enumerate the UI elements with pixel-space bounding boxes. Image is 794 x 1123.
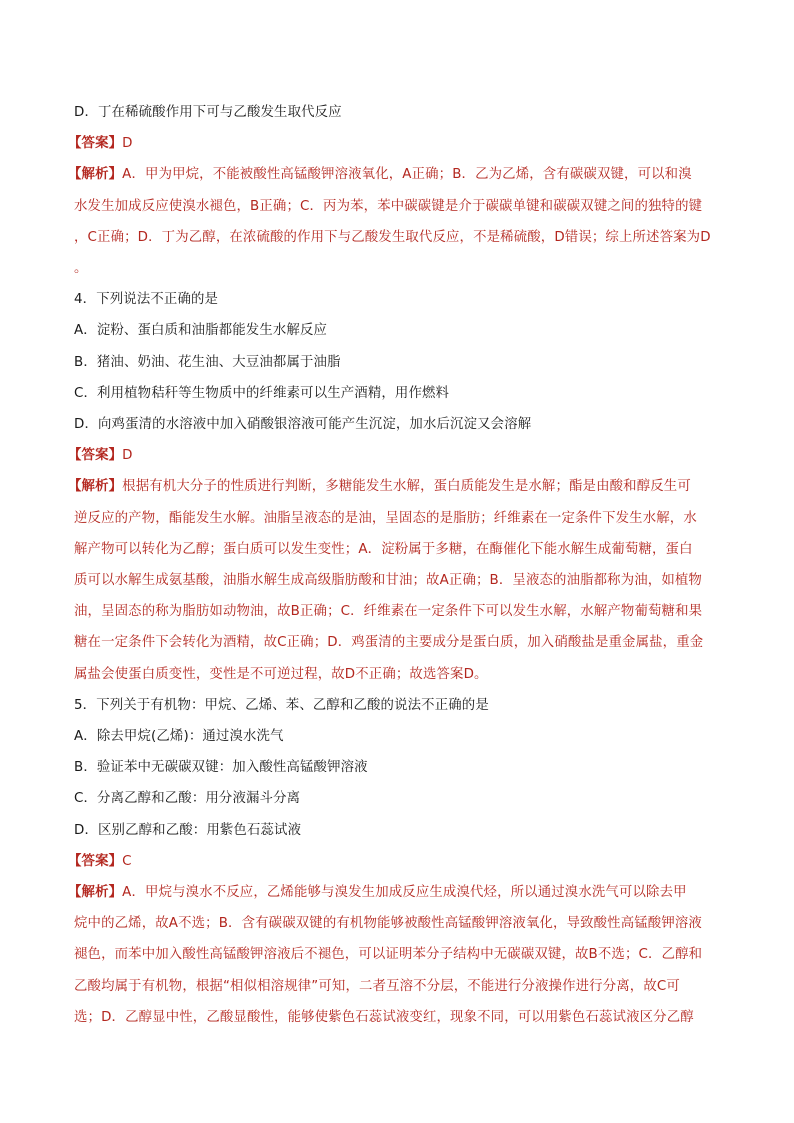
explain-line-25 — [68, 877, 724, 908]
option-d: D．向鸡蛋清的水溶液中加入硝酸银溶液可能产生沉淀，加水后沉淀又会溶解 — [74, 417, 532, 433]
option-a: A．除去甲烷(乙烯)：通过溴水洗气 — [74, 729, 284, 745]
answer-line-11 — [68, 440, 724, 471]
option-b: B．验证苯中无碳碳双键：加入酸性高锰酸钾溶液 — [74, 760, 368, 776]
option-b: B．猪油、奶油、花生油、大豆油都属于油脂 — [74, 354, 341, 370]
option-d: D．区别乙醇和乙酸：用紫色石蕊试液 — [74, 822, 302, 838]
explain-text: A．甲烷与溴水不反应，乙烯能够与溴发生加成反应生成溴代烃，所以通过溴水洗气可以除去甲 — [122, 885, 687, 901]
answer-value: C — [122, 853, 132, 869]
line-3: 水发生加成反应使溴水褪色，B正确；C．丙为苯，苯中碳碳键是介于碳碳单键和碳碳双键之间的独特的键 — [74, 198, 703, 214]
answer-value: D — [122, 136, 133, 152]
line-0: D．丁在稀硫酸作用下可与乙酸发生取代反应 — [74, 105, 342, 120]
line-26: 烷中的乙烯，故A不选；B．含有碳碳双键的有机物能够被酸性高锰酸钾溶液氧化，导致酸性高锰酸钾溶液 — [74, 916, 702, 932]
explain-text: 根据有机大分子的性质进行判断，多糖能发生水解，蛋白质能发生是水解；酯是由酸和醇反生可 — [122, 479, 691, 495]
line-5: 。 — [74, 261, 88, 277]
answer-tag: 【答案】 — [68, 448, 123, 464]
option-c: C．分离乙醇和乙酸：用分液漏斗分离 — [74, 791, 301, 807]
line-14: 解产物可以转化为乙醇；蛋白质可以发生变性；A．淀粉属于多糖，在酶催化下能水解生成葡萄糖，蛋白 — [74, 541, 693, 557]
question-4: 4．下列说法不正确的是 — [74, 292, 219, 308]
explain-line-2 — [68, 159, 724, 190]
line-15: 质可以水解生成氨基酸，油脂水解生成高级脂肪酸和甘油；故A正确；B．呈液态的油脂都称为油，如植物 — [74, 573, 702, 589]
line-29: 选；D．乙醇显中性，乙酸显酸性，能够使紫色石蕊试液变红，现象不同，可以用紫色石蕊试液区分乙醇 — [74, 1009, 694, 1025]
option-c: C．利用植物秸秆等生物质中的纤维素可以生产酒精，用作燃料 — [74, 385, 450, 401]
answer-tag: 【答案】 — [68, 136, 123, 152]
line-16: 油，呈固态的称为脂肪如动物油，故B正确；C．纤维素在一定条件下可以发生水解，水解产物葡萄糖和果 — [74, 604, 703, 620]
answer-value: D — [122, 448, 133, 464]
question-5: 5．下列关于有机物：甲烷、乙烯、苯、乙醇和乙酸的说法不正确的是 — [74, 697, 489, 713]
line-27: 褪色，而苯中加入酸性高锰酸钾溶液后不褪色，可以证明苯分子结构中无碳碳双键，故B不选；C．乙醇和 — [74, 947, 703, 963]
line-13: 逆反应的产物，酯能发生水解。油脂呈液态的是油，呈固态的是脂肪；纤维素在一定条件下发生水解，水 — [74, 510, 697, 526]
line-4: ，C正确；D．丁为乙醇，在浓硫酸的作用下与乙酸发生取代反应，不是稀硫酸，D错误；综上所述答案为D — [74, 229, 711, 245]
answer-tag: 【答案】 — [68, 853, 123, 869]
explain-line-12 — [68, 471, 724, 502]
explain-text: A．甲为甲烷，不能被酸性高锰酸钾溶液氧化，A正确；B．乙为乙烯，含有碳碳双键，可以和溴 — [122, 167, 692, 183]
explain-tag: 【解析】 — [68, 479, 123, 495]
line-18: 属盐会使蛋白质变性，变性是不可逆过程，故D不正确；故选答案D。 — [74, 666, 488, 682]
explain-tag: 【解析】 — [68, 885, 123, 901]
line-28: 乙酸均属于有机物，根据“相似相溶规律”可知，二者互溶不分层，不能进行分液操作进行分离，故C可 — [74, 978, 680, 994]
explain-tag: 【解析】 — [68, 167, 123, 183]
line-17: 糖在一定条件下会转化为酒精，故C正确；D．鸡蛋清的主要成分是蛋白质，加入硝酸盐是重金属盐，重金 — [74, 635, 704, 651]
answer-line-24 — [68, 846, 724, 877]
option-a: A．淀粉、蛋白质和油脂都能发生水解反应 — [74, 323, 328, 339]
answer-line-1 — [68, 128, 724, 159]
